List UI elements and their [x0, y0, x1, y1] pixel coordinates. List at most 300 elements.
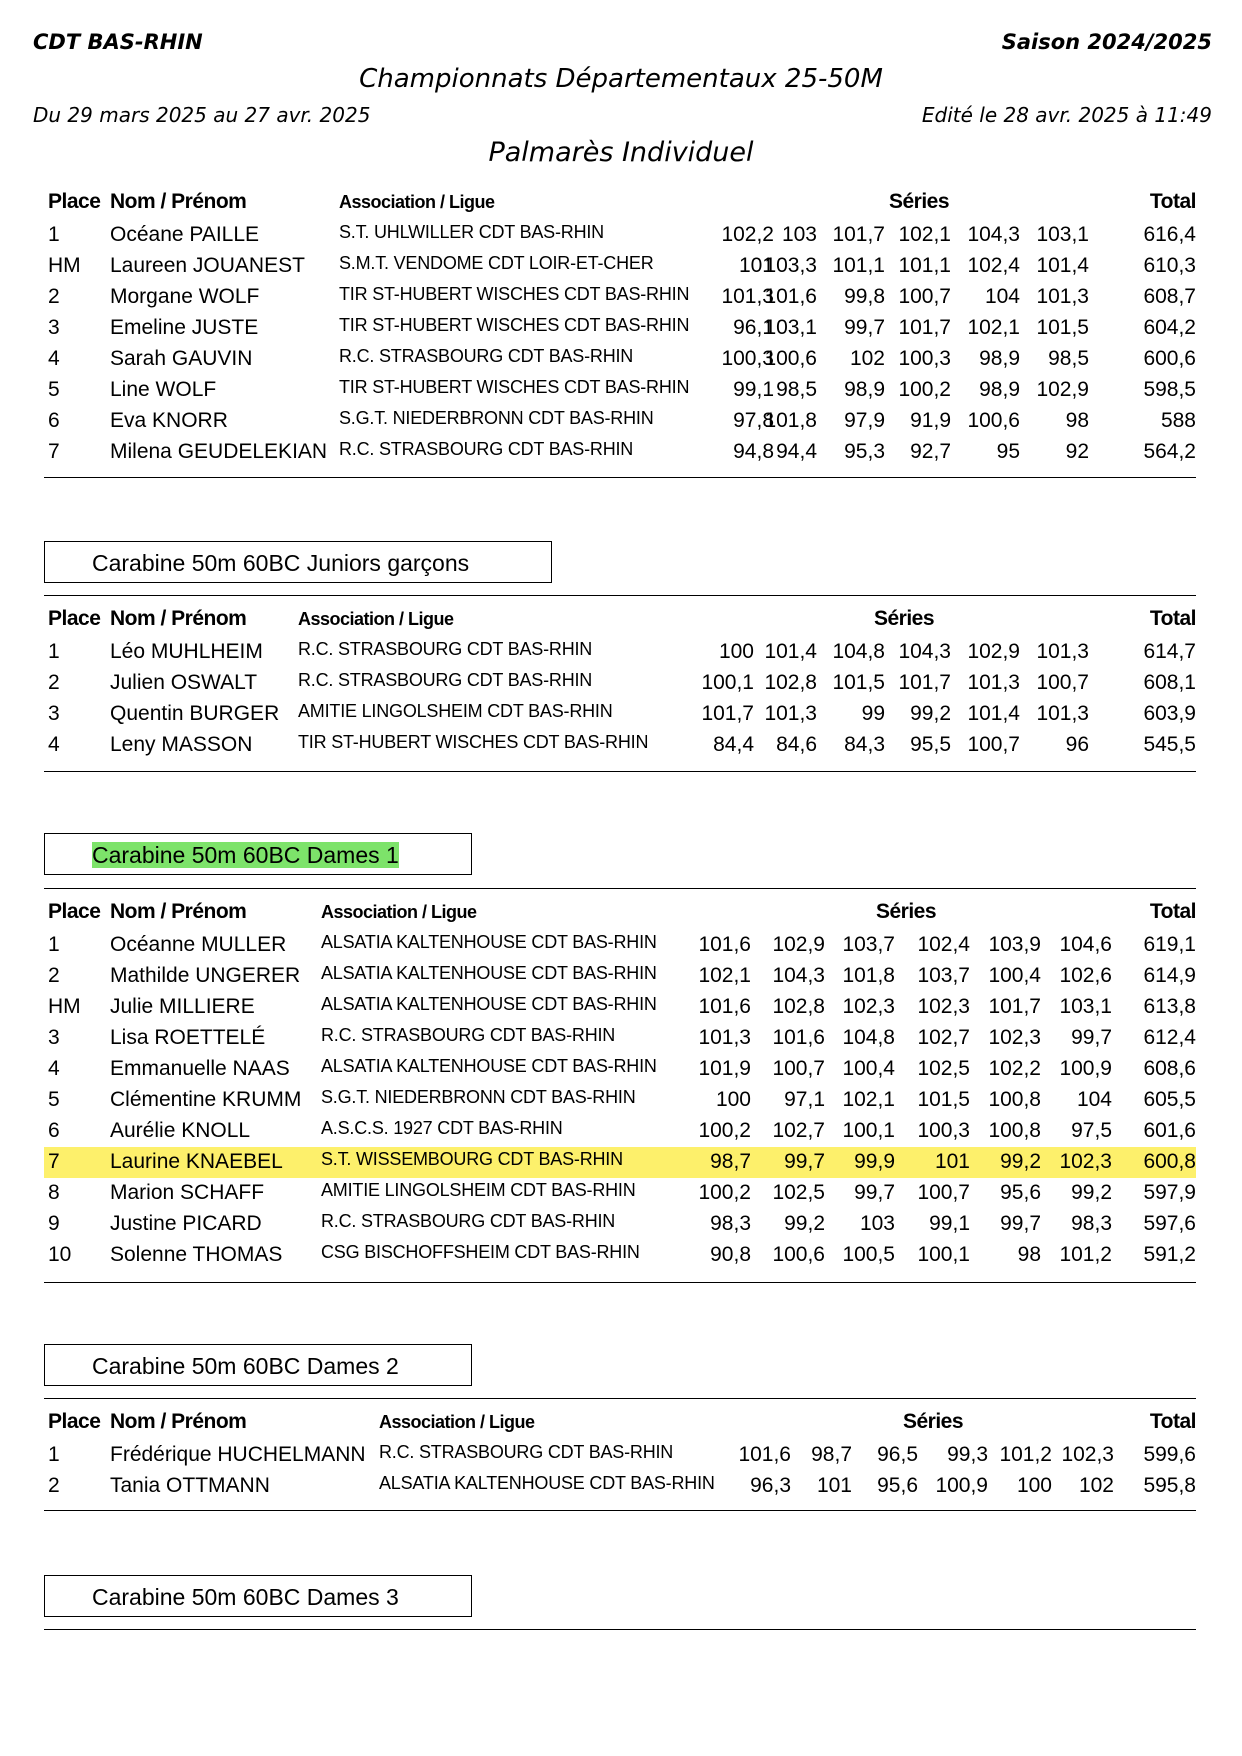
row-series-score: 99,7: [1000, 1212, 1041, 1235]
club-name: CDT BAS-RHIN: [33, 30, 203, 54]
row-series-score: 100,8: [988, 1119, 1041, 1142]
row-association: S.T. WISSEMBOURG CDT BAS-RHIN: [321, 1149, 623, 1169]
row-series-score: 102: [849, 347, 885, 370]
row-name: Lisa ROETTELÉ: [110, 1026, 266, 1049]
row-association: TIR ST-HUBERT WISCHES CDT BAS-RHIN: [339, 315, 690, 335]
row-series-score: 100,8: [988, 1088, 1041, 1111]
section-title-text: Carabine 50m 60BC Dames 1: [92, 842, 399, 868]
section-bottom-rule: [44, 477, 1196, 478]
row-series-score: 100: [715, 1088, 751, 1111]
row-series-score: 101,6: [698, 933, 751, 956]
col-name: Nom / Prénom: [110, 1410, 247, 1433]
row-series-score: 104,8: [842, 1026, 895, 1049]
row-series-score: 100,4: [988, 964, 1041, 987]
row-series-score: 101,7: [832, 223, 885, 246]
row-series-score: 99,7: [844, 316, 885, 339]
row-total: 564,2: [1143, 440, 1196, 463]
row-series-score: 97,8: [733, 409, 774, 432]
row-name: Marion SCHAFF: [110, 1181, 265, 1204]
row-series-score: 101,7: [898, 671, 951, 694]
row-association: ALSATIA KALTENHOUSE CDT BAS-RHIN: [321, 994, 657, 1014]
row-total: 608,1: [1143, 671, 1196, 694]
row-series-score: 102,3: [1061, 1443, 1114, 1466]
table-row: [44, 992, 1196, 1023]
row-series-score: 100,4: [842, 1057, 895, 1080]
row-name: Julien OSWALT: [110, 671, 258, 694]
row-association: ALSATIA KALTENHOUSE CDT BAS-RHIN: [321, 963, 657, 983]
row-series-score: 102,1: [698, 964, 751, 987]
row-series-score: 90,8: [710, 1243, 751, 1266]
row-place: 3: [48, 702, 60, 725]
row-association: ALSATIA KALTENHOUSE CDT BAS-RHIN: [321, 1056, 657, 1076]
row-series-score: 103,1: [1059, 995, 1112, 1018]
row-name: Océanne MULLER: [110, 933, 287, 956]
row-series-score: 101,8: [764, 409, 817, 432]
edited-timestamp: Edité le 28 avr. 2025 à 11:49: [921, 103, 1212, 127]
row-series-score: 102,8: [772, 995, 825, 1018]
col-name: Nom / Prénom: [110, 607, 247, 630]
row-total: 601,6: [1143, 1119, 1196, 1142]
row-series-score: 101,6: [698, 995, 751, 1018]
section-bottom-rule: [44, 1510, 1196, 1511]
col-series: Séries: [873, 607, 935, 630]
row-total: 608,6: [1143, 1057, 1196, 1080]
row-series-score: 95,6: [1000, 1181, 1041, 1204]
row-total: 597,6: [1143, 1212, 1196, 1235]
row-series-score: 101,3: [967, 671, 1020, 694]
row-association: S.G.T. NIEDERBRONN CDT BAS-RHIN: [321, 1087, 636, 1107]
row-series-score: 102,5: [917, 1057, 970, 1080]
row-series-score: 100,5: [842, 1243, 895, 1266]
row-total: 591,2: [1143, 1243, 1196, 1266]
table-row: [44, 1178, 1196, 1209]
row-place: 3: [48, 316, 60, 339]
row-association: R.C. STRASBOURG CDT BAS-RHIN: [321, 1211, 616, 1231]
row-series-score: 84,6: [776, 733, 817, 756]
row-series-score: 98,5: [776, 378, 817, 401]
col-place: Place: [48, 900, 101, 923]
row-series-score: 102,1: [967, 316, 1020, 339]
table-row: [44, 1440, 1196, 1471]
row-total: 613,8: [1143, 995, 1196, 1018]
row-place: 7: [48, 440, 60, 463]
competition-title: Championnats Départementaux 25-50M: [359, 64, 883, 94]
row-series-score: 104,6: [1059, 933, 1112, 956]
col-total: Total: [1149, 607, 1196, 630]
col-series: Séries: [875, 900, 937, 923]
row-place: 4: [48, 347, 60, 370]
row-series-score: 100,7: [1036, 671, 1089, 694]
row-series-score: 102,3: [917, 995, 970, 1018]
section-title-text: Carabine 50m 60BC Dames 2: [92, 1353, 399, 1379]
table-row: [44, 282, 1196, 313]
row-total: 614,7: [1143, 640, 1196, 663]
row-association: R.C. STRASBOURG CDT BAS-RHIN: [298, 670, 593, 690]
row-total: 608,7: [1143, 285, 1196, 308]
row-series-score: 99,3: [947, 1443, 988, 1466]
row-series-score: 102,3: [842, 995, 895, 1018]
row-place: 2: [48, 671, 60, 694]
row-series-score: 96,5: [877, 1443, 918, 1466]
table-row: [44, 313, 1196, 344]
row-series-score: 95: [996, 440, 1020, 463]
row-series-score: 103,9: [988, 933, 1041, 956]
row-series-score: 101,1: [832, 254, 885, 277]
col-association: Association / Ligue: [379, 1412, 535, 1432]
col-total: Total: [1149, 190, 1196, 213]
row-series-score: 96: [1065, 733, 1089, 756]
col-place: Place: [48, 1410, 101, 1433]
row-total: 612,4: [1143, 1026, 1196, 1049]
row-series-score: 101,6: [764, 285, 817, 308]
row-series-score: 101,2: [1059, 1243, 1112, 1266]
row-series-score: 101,7: [701, 702, 754, 725]
row-series-score: 102,1: [898, 223, 951, 246]
table-row: [44, 1471, 1196, 1502]
row-series-score: 101,7: [988, 995, 1041, 1018]
row-series-score: 104,3: [898, 640, 951, 663]
row-series-score: 103,7: [917, 964, 970, 987]
row-series-score: 98,3: [710, 1212, 751, 1235]
table-row: [44, 961, 1196, 992]
row-association: S.M.T. VENDOME CDT LOIR-ET-CHER: [339, 253, 654, 273]
row-series-score: 101,3: [721, 285, 774, 308]
row-series-score: 92: [1065, 440, 1089, 463]
row-series-score: 100,2: [698, 1119, 751, 1142]
row-name: Aurélie KNOLL: [110, 1119, 251, 1142]
row-series-score: 100,2: [698, 1181, 751, 1204]
row-association: A.S.C.S. 1927 CDT BAS-RHIN: [321, 1118, 563, 1138]
row-series-score: 100,6: [764, 347, 817, 370]
row-series-score: 104: [1076, 1088, 1112, 1111]
row-total: 610,3: [1143, 254, 1196, 277]
row-series-score: 101: [934, 1150, 970, 1173]
row-series-score: 102,3: [988, 1026, 1041, 1049]
row-series-score: 102,4: [967, 254, 1020, 277]
row-name: Sarah GAUVIN: [110, 347, 253, 370]
row-series-score: 99,7: [784, 1150, 825, 1173]
row-series-score: 102,9: [967, 640, 1020, 663]
row-total: 600,8: [1143, 1150, 1196, 1173]
row-association: TIR ST-HUBERT WISCHES CDT BAS-RHIN: [298, 732, 649, 752]
col-series: Séries: [902, 1410, 964, 1433]
row-series-score: 100,3: [898, 347, 951, 370]
row-place: 9: [48, 1212, 60, 1235]
row-association: R.C. STRASBOURG CDT BAS-RHIN: [321, 1025, 616, 1045]
row-series-score: 101: [738, 254, 774, 277]
row-series-score: 99,1: [733, 378, 774, 401]
row-series-score: 101,2: [999, 1443, 1052, 1466]
row-name: Quentin BURGER: [110, 702, 280, 725]
section-title: [44, 1344, 472, 1386]
row-series-score: 97,1: [784, 1088, 825, 1111]
table-row: [44, 1209, 1196, 1240]
row-place: 1: [48, 223, 60, 246]
row-name: Clémentine KRUMM: [110, 1088, 302, 1111]
row-series-score: 99,2: [1000, 1150, 1041, 1173]
col-place: Place: [48, 607, 101, 630]
row-association: R.C. STRASBOURG CDT BAS-RHIN: [298, 639, 593, 659]
table-row: [44, 730, 1196, 761]
row-total: 619,1: [1143, 933, 1196, 956]
row-name: Tania OTTMANN: [110, 1474, 270, 1497]
row-series-score: 98,5: [1048, 347, 1089, 370]
row-series-score: 101,6: [738, 1443, 791, 1466]
row-series-score: 96,1: [733, 316, 774, 339]
row-series-score: 101,4: [967, 702, 1020, 725]
row-series-score: 97,5: [1071, 1119, 1112, 1142]
row-series-score: 102,5: [772, 1181, 825, 1204]
row-series-score: 100,7: [917, 1181, 970, 1204]
col-association: Association / Ligue: [339, 192, 495, 212]
section-title: [44, 833, 472, 875]
col-name: Nom / Prénom: [110, 900, 247, 923]
row-total: 598,5: [1143, 378, 1196, 401]
row-series-score: 101,7: [898, 316, 951, 339]
table-row: [44, 1023, 1196, 1054]
row-series-score: 101,8: [842, 964, 895, 987]
section-top-rule: [44, 1629, 1196, 1630]
row-series-score: 98,9: [979, 378, 1020, 401]
column-headers: [44, 607, 1196, 637]
row-series-score: 100,1: [842, 1119, 895, 1142]
column-headers: [44, 900, 1196, 930]
row-series-score: 98,7: [710, 1150, 751, 1173]
row-name: Laurine KNAEBEL: [110, 1150, 283, 1173]
row-series-score: 104,3: [772, 964, 825, 987]
row-name: Frédérique HUCHELMANN: [110, 1443, 366, 1466]
page-subtitle: Palmarès Individuel: [488, 137, 754, 168]
col-name: Nom / Prénom: [110, 190, 247, 213]
row-series-score: 104: [984, 285, 1020, 308]
row-total: 600,6: [1143, 347, 1196, 370]
row-series-score: 99,7: [1071, 1026, 1112, 1049]
row-series-score: 101,6: [772, 1026, 825, 1049]
section-title-text: Carabine 50m 60BC Juniors garçons: [92, 550, 470, 576]
row-series-score: 103,7: [842, 933, 895, 956]
row-name: Solenne THOMAS: [110, 1243, 283, 1266]
row-name: Line WOLF: [110, 378, 217, 401]
row-place: 2: [48, 964, 60, 987]
row-series-score: 104,8: [832, 640, 885, 663]
row-series-score: 95,3: [844, 440, 885, 463]
season-label: Saison 2024/2025: [1001, 30, 1212, 54]
row-series-score: 99,2: [910, 702, 951, 725]
row-series-score: 91,9: [910, 409, 951, 432]
row-total: 614,9: [1143, 964, 1196, 987]
row-place: 1: [48, 933, 60, 956]
row-name: Justine PICARD: [110, 1212, 262, 1235]
row-series-score: 101,3: [1036, 702, 1089, 725]
row-series-score: 101,5: [917, 1088, 970, 1111]
row-series-score: 101,4: [1036, 254, 1089, 277]
row-place: 8: [48, 1181, 60, 1204]
col-association: Association / Ligue: [321, 902, 477, 922]
row-association: TIR ST-HUBERT WISCHES CDT BAS-RHIN: [339, 284, 690, 304]
row-series-score: 100: [718, 640, 754, 663]
row-series-score: 102: [1078, 1474, 1114, 1497]
table-row: [44, 668, 1196, 699]
table-row: [44, 699, 1196, 730]
row-series-score: 100,3: [721, 347, 774, 370]
row-place: 2: [48, 1474, 60, 1497]
row-association: ALSATIA KALTENHOUSE CDT BAS-RHIN: [379, 1473, 715, 1493]
row-series-score: 103,1: [764, 316, 817, 339]
row-series-score: 103: [781, 223, 817, 246]
row-place: 1: [48, 640, 60, 663]
row-series-score: 100,6: [967, 409, 1020, 432]
row-series-score: 102,2: [988, 1057, 1041, 1080]
row-total: 545,5: [1143, 733, 1196, 756]
row-place: HM: [48, 995, 81, 1018]
row-place: 7: [48, 1150, 60, 1173]
row-series-score: 101,1: [898, 254, 951, 277]
table-row: [44, 637, 1196, 668]
row-series-score: 101,5: [832, 671, 885, 694]
row-series-score: 101,5: [1036, 316, 1089, 339]
row-series-score: 101,3: [764, 702, 817, 725]
row-total: 588: [1160, 409, 1196, 432]
row-association: AMITIE LINGOLSHEIM CDT BAS-RHIN: [321, 1180, 636, 1200]
row-series-score: 95,6: [877, 1474, 918, 1497]
row-series-score: 101,3: [698, 1026, 751, 1049]
row-series-score: 100: [1016, 1474, 1052, 1497]
section-title: [44, 541, 552, 583]
row-place: HM: [48, 254, 81, 277]
row-series-score: 94,8: [733, 440, 774, 463]
row-association: R.C. STRASBOURG CDT BAS-RHIN: [339, 439, 634, 459]
row-series-score: 100,6: [772, 1243, 825, 1266]
table-row: [44, 1085, 1196, 1116]
row-series-score: 102,8: [764, 671, 817, 694]
table-row: [44, 1054, 1196, 1085]
table-row: [44, 930, 1196, 961]
row-place: 10: [48, 1243, 72, 1266]
row-series-score: 99: [861, 702, 885, 725]
row-total: 597,9: [1143, 1181, 1196, 1204]
row-series-score: 101,4: [764, 640, 817, 663]
row-series-score: 104,3: [967, 223, 1020, 246]
col-series: Séries: [888, 190, 950, 213]
row-series-score: 100,9: [935, 1474, 988, 1497]
row-series-score: 99,7: [854, 1181, 895, 1204]
row-series-score: 100,9: [1059, 1057, 1112, 1080]
row-series-score: 100,2: [898, 378, 951, 401]
row-series-score: 102,9: [772, 933, 825, 956]
row-name: Leny MASSON: [110, 733, 253, 756]
row-name: Julie MILLIERE: [110, 995, 255, 1018]
row-series-score: 102,7: [917, 1026, 970, 1049]
column-headers: [44, 1410, 1196, 1440]
table-row: [44, 344, 1196, 375]
section-title: [44, 1575, 472, 1617]
column-headers: [44, 190, 1196, 220]
row-series-score: 99,2: [1071, 1181, 1112, 1204]
col-place: Place: [48, 190, 101, 213]
section-bottom-rule: [44, 771, 1196, 772]
row-name: Océane PAILLE: [110, 223, 260, 246]
row-place: 1: [48, 1443, 60, 1466]
row-total: 605,5: [1143, 1088, 1196, 1111]
row-series-score: 101,3: [1036, 640, 1089, 663]
row-name: Milena GEUDELEKIAN: [110, 440, 328, 463]
row-series-score: 99,1: [929, 1212, 970, 1235]
row-series-score: 96,3: [750, 1474, 791, 1497]
section-bottom-rule: [44, 1282, 1196, 1283]
row-series-score: 101,3: [1036, 285, 1089, 308]
row-total: 595,8: [1143, 1474, 1196, 1497]
section-title-text: Carabine 50m 60BC Dames 3: [92, 1584, 399, 1610]
row-series-score: 102,1: [842, 1088, 895, 1111]
row-series-score: 98,9: [979, 347, 1020, 370]
row-series-score: 97,9: [844, 409, 885, 432]
row-place: 2: [48, 285, 60, 308]
table-row: [44, 251, 1196, 282]
row-series-score: 99,9: [854, 1150, 895, 1173]
row-association: AMITIE LINGOLSHEIM CDT BAS-RHIN: [298, 701, 613, 721]
row-series-score: 98,7: [811, 1443, 852, 1466]
row-series-score: 100,1: [701, 671, 754, 694]
row-series-score: 98: [1065, 409, 1089, 432]
row-association: S.T. UHLWILLER CDT BAS-RHIN: [339, 222, 604, 242]
row-series-score: 102,9: [1036, 378, 1089, 401]
row-total: 604,2: [1143, 316, 1196, 339]
row-association: R.C. STRASBOURG CDT BAS-RHIN: [339, 346, 634, 366]
row-series-score: 103,3: [764, 254, 817, 277]
table-row: [44, 1147, 1196, 1178]
row-series-score: 100,3: [917, 1119, 970, 1142]
row-series-score: 98,3: [1071, 1212, 1112, 1235]
row-name: Eva KNORR: [110, 409, 228, 432]
row-place: 3: [48, 1026, 60, 1049]
row-total: 599,6: [1143, 1443, 1196, 1466]
row-place: 5: [48, 378, 60, 401]
row-total: 603,9: [1143, 702, 1196, 725]
date-range: Du 29 mars 2025 au 27 avr. 2025: [33, 103, 371, 127]
col-association: Association / Ligue: [298, 609, 454, 629]
row-name: Mathilde UNGERER: [110, 964, 301, 987]
row-series-score: 101: [816, 1474, 852, 1497]
row-name: Léo MUHLHEIM: [110, 640, 263, 663]
row-association: R.C. STRASBOURG CDT BAS-RHIN: [379, 1442, 674, 1462]
section-top-rule: [44, 888, 1196, 889]
row-place: 6: [48, 1119, 60, 1142]
col-total: Total: [1149, 1410, 1196, 1433]
row-place: 6: [48, 409, 60, 432]
row-series-score: 84,4: [713, 733, 754, 756]
section-top-rule: [44, 595, 1196, 596]
table-row: [44, 375, 1196, 406]
table-row: [44, 1240, 1196, 1271]
row-series-score: 102,2: [721, 223, 774, 246]
row-series-score: 103,1: [1036, 223, 1089, 246]
row-place: 4: [48, 1057, 60, 1080]
row-series-score: 100,7: [967, 733, 1020, 756]
row-series-score: 103: [859, 1212, 895, 1235]
row-series-score: 98: [1017, 1243, 1041, 1266]
row-series-score: 98,9: [844, 378, 885, 401]
row-series-score: 102,6: [1059, 964, 1112, 987]
row-series-score: 99,2: [784, 1212, 825, 1235]
row-series-score: 102,3: [1059, 1150, 1112, 1173]
row-association: S.G.T. NIEDERBRONN CDT BAS-RHIN: [339, 408, 654, 428]
row-series-score: 100,7: [772, 1057, 825, 1080]
row-name: Laureen JOUANEST: [110, 254, 305, 277]
row-series-score: 92,7: [910, 440, 951, 463]
row-name: Morgane WOLF: [110, 285, 260, 308]
row-association: CSG BISCHOFFSHEIM CDT BAS-RHIN: [321, 1242, 640, 1262]
table-row: [44, 406, 1196, 437]
